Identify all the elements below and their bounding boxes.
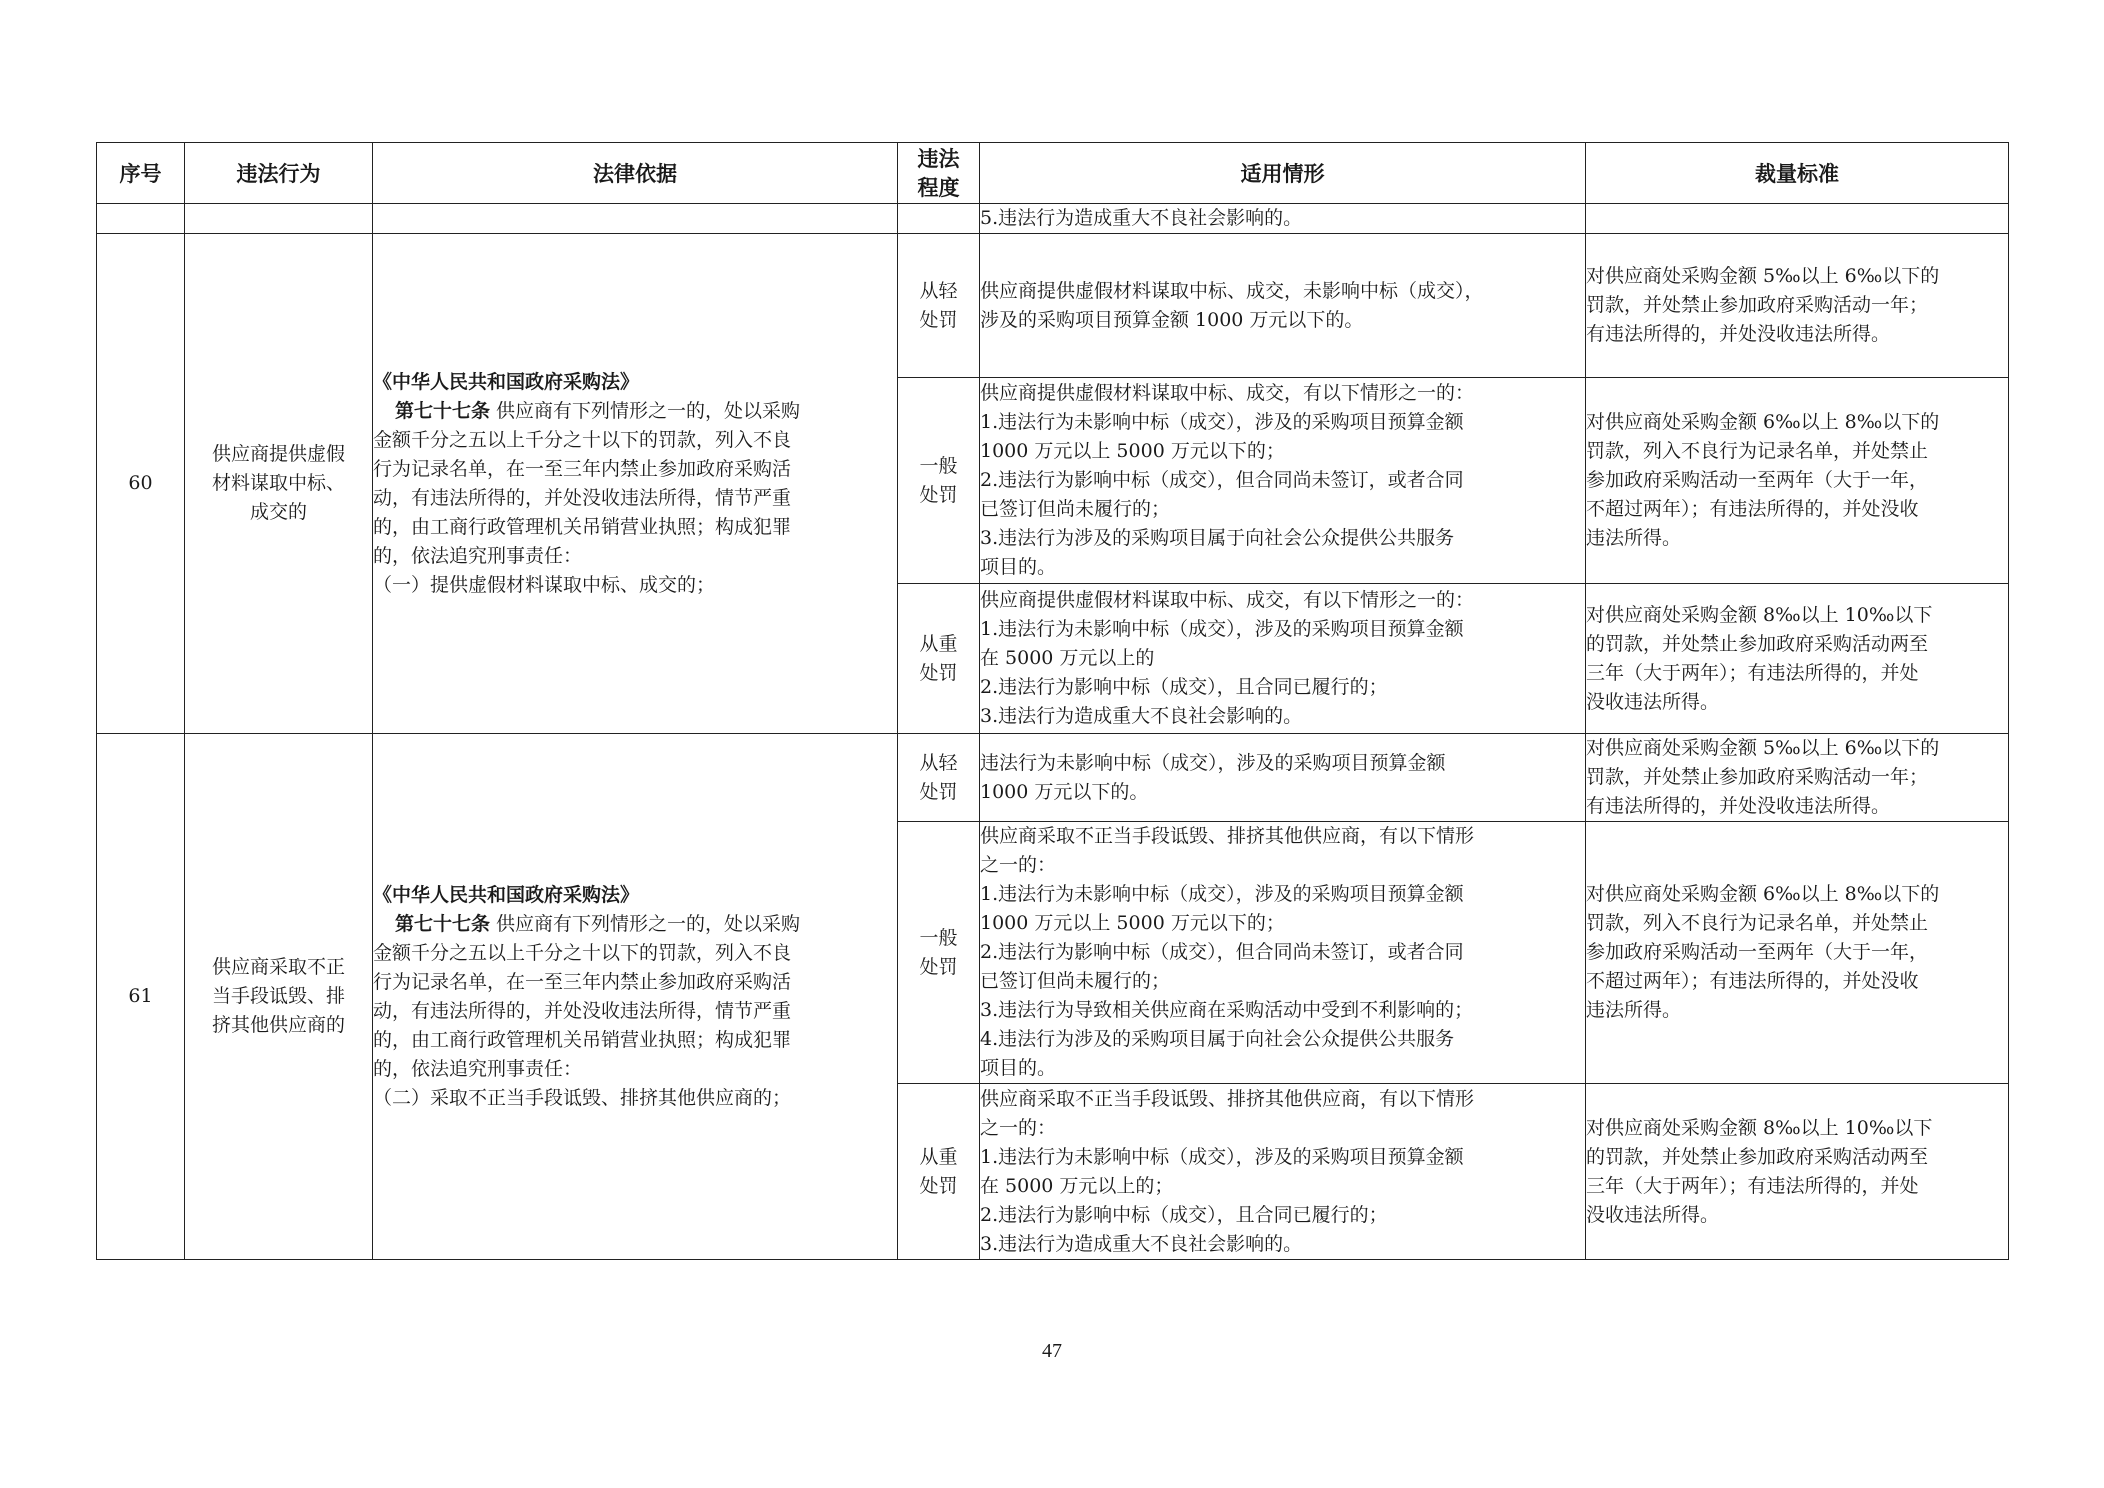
degree-line: 从轻 bbox=[919, 279, 958, 302]
situation-cell bbox=[980, 734, 1586, 822]
standard-line: 没收违法所得。 bbox=[1586, 1203, 1720, 1226]
degree-line: 处罚 bbox=[919, 483, 958, 506]
header-degree-line: 违法 bbox=[917, 146, 960, 171]
degree-cell bbox=[898, 822, 980, 1084]
situation-cell bbox=[980, 584, 1586, 734]
situation-line: 违法行为未影响中标（成交），涉及的采购项目预算金额 bbox=[980, 751, 1446, 774]
header-degree bbox=[898, 143, 980, 204]
article-line: 动，有违法所得的，并处没收违法所得，情节严重 bbox=[373, 486, 792, 509]
situation-line: 1.违法行为未影响中标（成交），涉及的采购项目预算金额 bbox=[980, 618, 1464, 640]
standard-cell bbox=[1586, 234, 2009, 378]
standard-line: 对供应商处采购金额 6‰以上 8‰以下的 bbox=[1586, 411, 1940, 433]
situation-line: 4.违法行为涉及的采购项目属于向社会公众提供公共服务 bbox=[980, 1028, 1455, 1050]
situation-line: 供应商采取不正当手段诋毁、排挤其他供应商，有以下情形 bbox=[980, 1087, 1475, 1110]
penalty-table bbox=[96, 142, 2009, 1260]
situation-cell bbox=[980, 1084, 1586, 1260]
article-text: 供应商有下列情形之一的，处以采购 bbox=[490, 912, 801, 935]
standard-cell bbox=[1586, 378, 2009, 584]
legal-basis-cell bbox=[373, 234, 898, 734]
table-row bbox=[97, 734, 2009, 822]
article-label: 第七十七条 bbox=[395, 399, 491, 422]
situation-line: 在 5000 万元以上的 bbox=[980, 647, 1155, 669]
situation-line: 供应商提供虚假材料谋取中标、成交，有以下情形之一的： bbox=[980, 589, 1475, 611]
standard-line: 对供应商处采购金额 5‰以上 6‰以下的 bbox=[1586, 265, 1940, 287]
table-cell bbox=[373, 204, 898, 234]
situation-line: 2.违法行为影响中标（成交），但合同尚未签订，或者合同 bbox=[980, 941, 1464, 963]
situation-line: 5.违法行为造成重大不良社会影响的。 bbox=[980, 207, 1303, 229]
standard-cell bbox=[1586, 1084, 2009, 1260]
degree-line: 处罚 bbox=[919, 661, 958, 684]
article-line: 动，有违法所得的，并处没收违法所得，情节严重 bbox=[373, 999, 792, 1022]
standard-line: 对供应商处采购金额 6‰以上 8‰以下的 bbox=[1586, 883, 1940, 905]
table-row bbox=[97, 234, 2009, 378]
situation-line: 供应商采取不正当手段诋毁、排挤其他供应商，有以下情形 bbox=[980, 825, 1475, 847]
header-row bbox=[97, 143, 2009, 204]
standard-line: 罚款，并处禁止参加政府采购活动一年； bbox=[1586, 766, 1929, 788]
standard-line: 有违法所得的，并处没收违法所得。 bbox=[1586, 323, 1891, 345]
article-line: （一）提供虚假材料谋取中标、成交的； bbox=[373, 573, 716, 596]
standard-line: 三年（大于两年）；有违法所得的，并处 bbox=[1586, 1174, 1919, 1197]
situation-line: 涉及的采购项目预算金额 1000 万元以下的。 bbox=[980, 308, 1364, 331]
header-no: 序号 bbox=[97, 143, 185, 204]
situation-cell bbox=[980, 234, 1586, 378]
degree-line: 一般 bbox=[919, 926, 958, 949]
degree-line: 从重 bbox=[919, 632, 958, 655]
article-line: 的，由工商行政管理机关吊销营业执照；构成犯罪 bbox=[373, 515, 792, 538]
degree-line: 处罚 bbox=[919, 955, 958, 978]
degree-line: 一般 bbox=[919, 454, 958, 477]
situation-line: 3.违法行为造成重大不良社会影响的。 bbox=[980, 705, 1303, 727]
situation-line: 2.违法行为影响中标（成交），且合同已履行的； bbox=[980, 676, 1388, 698]
degree-line: 从轻 bbox=[919, 751, 958, 774]
situation-line: 1000 万元以上 5000 万元以下的； bbox=[980, 440, 1285, 462]
standard-line: 违法所得。 bbox=[1586, 999, 1682, 1021]
standard-line: 没收违法所得。 bbox=[1586, 690, 1720, 713]
situation-line: 1.违法行为未影响中标（成交），涉及的采购项目预算金额 bbox=[980, 411, 1464, 433]
situation-line: 3.违法行为涉及的采购项目属于向社会公众提供公共服务 bbox=[980, 527, 1455, 549]
violation-line: 供应商提供虚假 bbox=[211, 443, 345, 465]
standard-cell bbox=[1586, 584, 2009, 734]
situation-line: 2.违法行为影响中标（成交），但合同尚未签订，或者合同 bbox=[980, 469, 1464, 491]
degree-cell bbox=[898, 734, 980, 822]
article-line: 行为记录名单，在一至三年内禁止参加政府采购活 bbox=[373, 970, 792, 993]
article-text: 供应商有下列情形之一的，处以采购 bbox=[490, 399, 801, 422]
degree-line: 处罚 bbox=[919, 780, 958, 803]
table-cell bbox=[185, 204, 373, 234]
header-degree-line: 程度 bbox=[917, 175, 960, 200]
article-line bbox=[373, 397, 897, 426]
situation-line: 1.违法行为未影响中标（成交），涉及的采购项目预算金额 bbox=[980, 883, 1464, 905]
standard-line: 罚款，列入不良行为记录名单，并处禁止 bbox=[1586, 440, 1929, 462]
situation-line: 在 5000 万元以上的； bbox=[980, 1174, 1174, 1197]
degree-cell bbox=[898, 1084, 980, 1260]
violation-line: 挤其他供应商的 bbox=[211, 1014, 345, 1036]
standard-line: 对供应商处采购金额 5‰以上 6‰以下的 bbox=[1586, 737, 1940, 759]
article-line: 的，由工商行政管理机关吊销营业执照；构成犯罪 bbox=[373, 1028, 792, 1051]
situation-cell bbox=[980, 378, 1586, 584]
situation-line: 1000 万元以上 5000 万元以下的； bbox=[980, 912, 1285, 934]
situation-line: 之一的： bbox=[980, 1116, 1057, 1139]
situation-line: 3.违法行为造成重大不良社会影响的。 bbox=[980, 1232, 1303, 1255]
violation-line: 供应商采取不正 bbox=[211, 956, 345, 978]
table-cell bbox=[898, 204, 980, 234]
standard-line: 罚款，列入不良行为记录名单，并处禁止 bbox=[1586, 912, 1929, 934]
standard-line: 参加政府采购活动一至两年（大于一年， bbox=[1586, 941, 1929, 963]
violation-line: 成交的 bbox=[249, 501, 307, 523]
degree-cell bbox=[898, 234, 980, 378]
article-line: 金额千分之五以上千分之十以下的罚款，列入不良 bbox=[373, 428, 792, 451]
standard-line: 有违法所得的，并处没收违法所得。 bbox=[1586, 795, 1891, 817]
situation-line: 供应商提供虚假材料谋取中标、成交，有以下情形之一的： bbox=[980, 382, 1475, 404]
standard-line: 违法所得。 bbox=[1586, 527, 1682, 549]
header-situation: 适用情形 bbox=[980, 143, 1586, 204]
article-label: 第七十七条 bbox=[395, 912, 491, 935]
standard-line: 的罚款，并处禁止参加政府采购活动两至 bbox=[1586, 632, 1929, 655]
situation-line: 已签订但尚未履行的； bbox=[980, 498, 1171, 520]
standard-line: 不超过两年）；有违法所得的，并处没收 bbox=[1586, 970, 1919, 992]
standard-cell bbox=[1586, 822, 2009, 1084]
row-number: 60 bbox=[97, 234, 185, 734]
situation-line: 之一的： bbox=[980, 854, 1057, 876]
degree-line: 处罚 bbox=[919, 1174, 958, 1197]
legal-basis-cell bbox=[373, 734, 898, 1260]
article-line bbox=[373, 910, 897, 939]
standard-line: 对供应商处采购金额 8‰以上 10‰以下 bbox=[1586, 603, 1933, 626]
article-line: 行为记录名单，在一至三年内禁止参加政府采购活 bbox=[373, 457, 792, 480]
violation-line: 材料谋取中标、 bbox=[211, 472, 345, 494]
standard-line: 参加政府采购活动一至两年（大于一年， bbox=[1586, 469, 1929, 491]
table-cell bbox=[1586, 204, 2009, 234]
violation-cell bbox=[185, 234, 373, 734]
standard-line: 罚款，并处禁止参加政府采购活动一年； bbox=[1586, 294, 1929, 316]
situation-cell bbox=[980, 204, 1586, 234]
header-standard: 裁量标准 bbox=[1586, 143, 2009, 204]
situation-line: 项目的。 bbox=[980, 556, 1057, 578]
degree-line: 处罚 bbox=[919, 308, 958, 331]
situation-cell bbox=[980, 822, 1586, 1084]
situation-line: 供应商提供虚假材料谋取中标、成交，未影响中标（成交）， bbox=[980, 279, 1484, 302]
standard-line: 三年（大于两年）；有违法所得的，并处 bbox=[1586, 661, 1919, 684]
header-act: 违法行为 bbox=[185, 143, 373, 204]
standard-cell bbox=[1586, 734, 2009, 822]
situation-line: 3.违法行为导致相关供应商在采购活动中受到不利影响的； bbox=[980, 999, 1474, 1021]
degree-line: 从重 bbox=[919, 1145, 958, 1168]
row-number: 61 bbox=[97, 734, 185, 1260]
article-line: 金额千分之五以上千分之十以下的罚款，列入不良 bbox=[373, 941, 792, 964]
standard-line: 的罚款，并处禁止参加政府采购活动两至 bbox=[1586, 1145, 1929, 1168]
standard-line: 不超过两年）；有违法所得的，并处没收 bbox=[1586, 498, 1919, 520]
law-title: 《中华人民共和国政府采购法》 bbox=[373, 883, 640, 906]
degree-cell bbox=[898, 584, 980, 734]
violation-cell bbox=[185, 734, 373, 1260]
article-line: （二）采取不正当手段诋毁、排挤其他供应商的； bbox=[373, 1086, 792, 1109]
page-number: 47 bbox=[1042, 1340, 1062, 1362]
situation-line: 已签订但尚未履行的； bbox=[980, 970, 1171, 992]
violation-line: 当手段诋毁、排 bbox=[211, 985, 345, 1007]
header-basis: 法律依据 bbox=[373, 143, 898, 204]
situation-line: 2.违法行为影响中标（成交），且合同已履行的； bbox=[980, 1203, 1388, 1226]
table-cell bbox=[97, 204, 185, 234]
article-line: 的，依法追究刑事责任： bbox=[373, 1057, 583, 1080]
situation-line: 1.违法行为未影响中标（成交），涉及的采购项目预算金额 bbox=[980, 1145, 1464, 1168]
degree-cell bbox=[898, 378, 980, 584]
situation-line: 项目的。 bbox=[980, 1057, 1057, 1079]
situation-line: 1000 万元以下的。 bbox=[980, 780, 1149, 803]
article-line: 的，依法追究刑事责任： bbox=[373, 544, 583, 567]
continuation-row bbox=[97, 204, 2009, 234]
law-title: 《中华人民共和国政府采购法》 bbox=[373, 370, 640, 393]
standard-line: 对供应商处采购金额 8‰以上 10‰以下 bbox=[1586, 1116, 1933, 1139]
